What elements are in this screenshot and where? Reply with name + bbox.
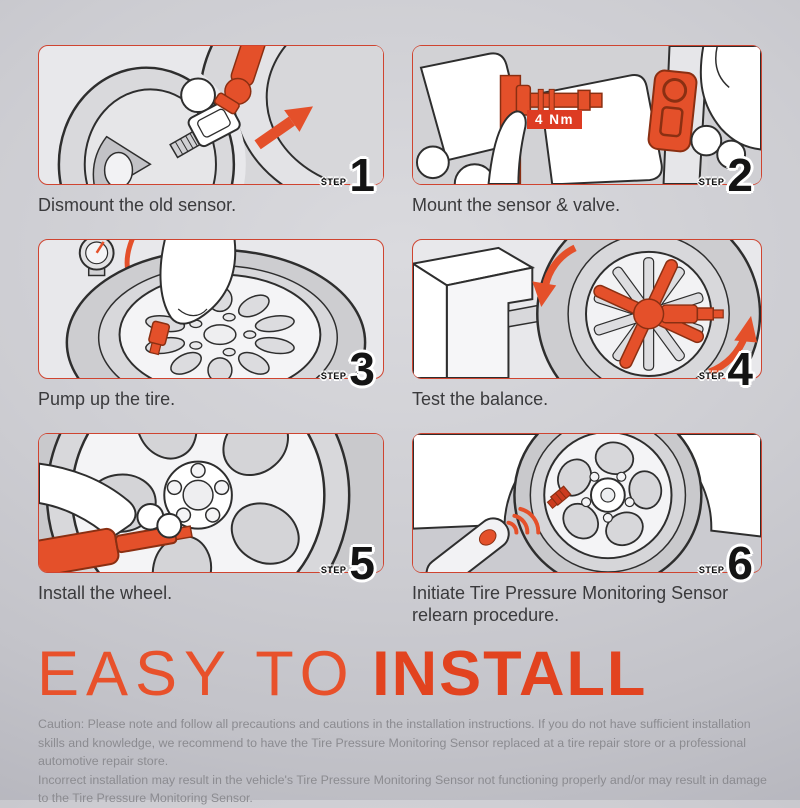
step6-caption: Initiate Tire Pressure Monitoring Sensor relearn procedure.	[412, 583, 729, 625]
headline-light-text: EASY TO	[37, 639, 356, 709]
pressure-gauge-icon	[80, 240, 114, 275]
hub-bore-icon	[183, 480, 213, 510]
headline-bold-text: INSTALL	[372, 639, 648, 709]
torque-label: 4 Nm	[527, 110, 582, 129]
step2-panel	[412, 45, 762, 201]
step-label: STEP	[320, 177, 347, 187]
step5-cell	[38, 433, 384, 627]
step1-panel	[38, 45, 384, 201]
step5-panel	[38, 433, 384, 589]
step2-badge	[698, 149, 753, 201]
step3-caption: Pump up the tire.	[38, 389, 176, 409]
tpms-sensor-icon	[648, 70, 698, 153]
step-label: STEP	[698, 177, 725, 187]
step5-caption: Install the wheel.	[38, 583, 173, 603]
balancing-machine-icon	[413, 248, 542, 378]
step6-badge	[698, 537, 753, 589]
step5-badge	[320, 537, 375, 589]
step-label: STEP	[320, 565, 347, 575]
step3-panel	[38, 239, 384, 395]
step-number: 3	[349, 343, 375, 395]
step-number: 6	[727, 537, 753, 589]
step1-badge	[320, 149, 375, 201]
step4-cell	[412, 239, 762, 433]
step-label: STEP	[698, 565, 725, 575]
step-number: 5	[349, 537, 375, 589]
step-number: 2	[727, 149, 753, 201]
step4-panel	[412, 239, 762, 395]
caution-text	[38, 715, 775, 808]
step3-badge	[320, 343, 375, 395]
step-number: 1	[349, 149, 375, 201]
step-number: 4	[727, 343, 753, 395]
step2-cell	[412, 45, 762, 239]
caution-paragraph-2: Incorrect installation may result in the vehicle's Tire Pressure Monitoring Sensor not functioning properly and/or may result in damage to the Tire Pressure Monitoring Sensor.	[38, 772, 767, 805]
step4-caption: Test the balance.	[412, 389, 549, 409]
step3-cell	[38, 239, 384, 433]
step6-panel	[412, 433, 762, 589]
finger-icon	[157, 514, 181, 538]
step1-cell	[38, 45, 384, 239]
step4-badge	[698, 343, 753, 395]
caution-paragraph-1: Caution: Please note and follow all precautions and cautions in the installation instructions. If you do not have sufficient installation skills and knowledge, we recommend to have the Tire Pressure Monitoring Sensor replaced at a tire repair store or a professional automotive repair store.	[38, 717, 751, 768]
step2-caption: Mount the sensor & valve.	[412, 195, 621, 215]
step-label: STEP	[698, 371, 725, 381]
step1-caption: Dismount the old sensor.	[38, 195, 237, 215]
step6-cell	[412, 433, 762, 627]
step-label: STEP	[320, 371, 347, 381]
headline	[37, 639, 800, 709]
